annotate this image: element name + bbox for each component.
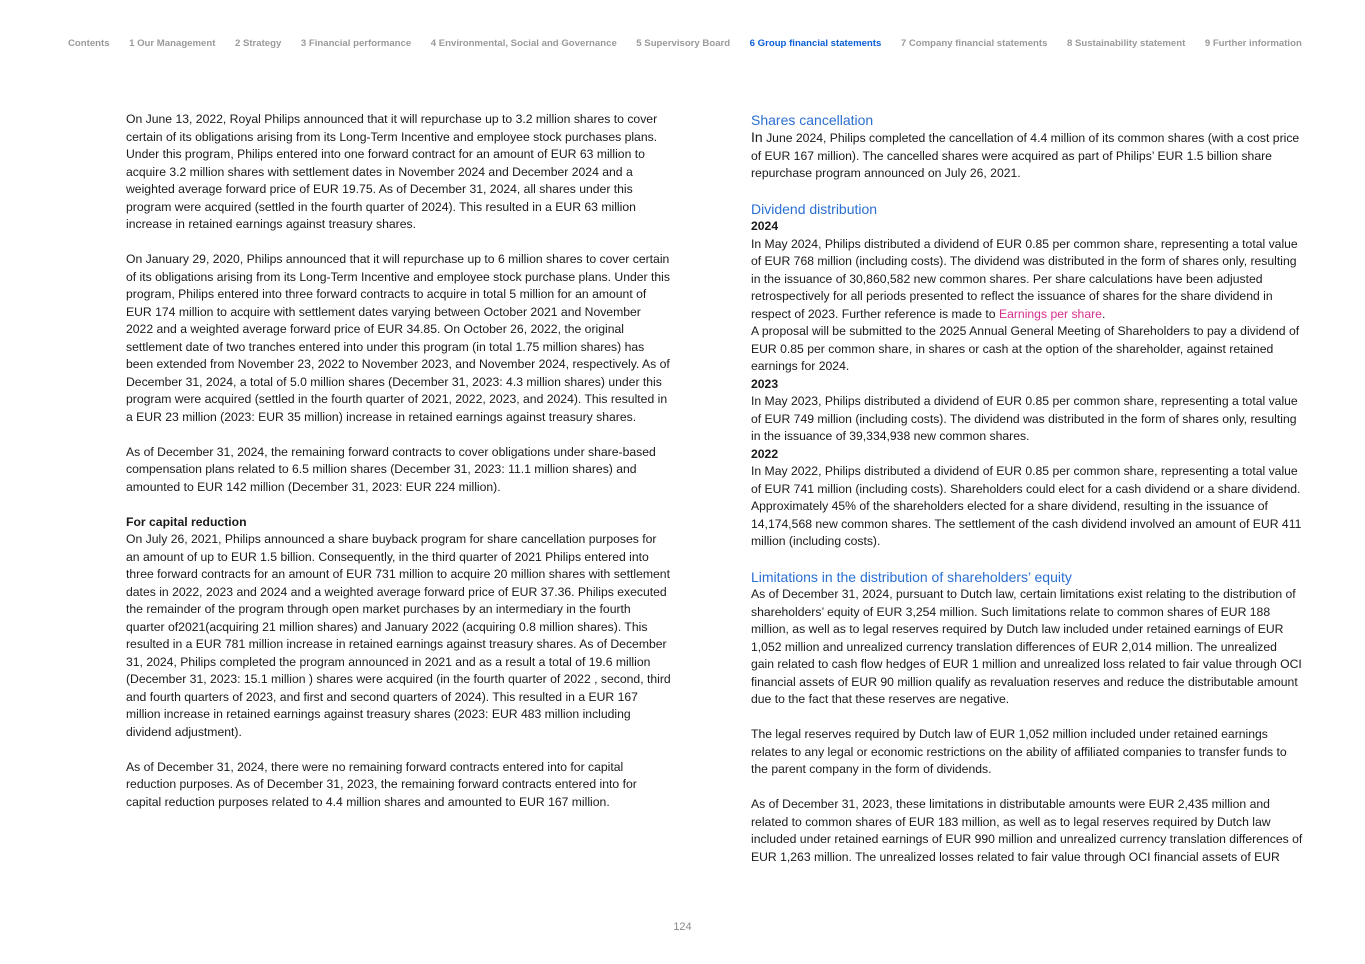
- paragraph-dividend-2022: In May 2022, Philips distributed a dividend of EUR 0.85 per common share, representing a total value of EUR 741 million (including costs). Shareholders could elect for a cash dividend or a share dividend. Approximately 45% of the shareholders elected for a share dividend, resulting in the issuance of 14,174,568 new common shares. The settlement of the cash dividend involved an amount of EUR 411 million (including costs).: [751, 464, 1302, 548]
- nav-further-information[interactable]: 9 Further information: [1204, 38, 1302, 49]
- dividend-2024-end: .: [1101, 306, 1106, 321]
- paragraph-dividend-2023: In May 2023, Philips distributed a dividend of EUR 0.85 per common share, representing a total value of EUR 749 million (including costs). The dividend was distributed in the form of shares only, resulting in the issuance of 39,334,938 new common shares.: [751, 394, 1298, 443]
- nav-strategy[interactable]: 2 Strategy: [234, 38, 282, 49]
- nav-contents[interactable]: Contents: [68, 38, 110, 49]
- paragraph-capital-reduction-remaining: As of December 31, 2024, there were no remaining forward contracts entered into for capital reduction purposes. As of December 31, 2023, the remaining forward contracts entered into for capital reduction purposes related to 4.4 million shares and amounted to EUR 167 million.: [126, 759, 637, 809]
- paragraph-january-2020-repurchase: On January 29, 2020, Philips announced that it will repurchase up to 6 million shares to cover certain of its obligations arising from its Long-Term Incentive and employee stock purchase plans. Under this program, Philips entered into three forward contracts to acquire in total 5 million for an amount of EUR 174 million to acquire with settlement dates varying between October 2021 and November 2022 and a weighted average forward price of EUR 34.85. On October 26, 2022, the original settlement date of two tranches entered into under this program (in total 1.75 million shares) has been extended from November 23, 2022 to November 2023, and November 2024, respectively. As of December 31, 2024, a total of 5.0 million shares (December 31, 2023: 4.3 million shares) under this program were acquired (settled in the fourth quarter of 2021, 2022, 2023, and 2024). This resulted in a EUR 23 million (2023: EUR 35 million) increase in retained earnings against treasury shares.: [126, 252, 670, 424]
- cancellation-text: June 2024, Philips completed the cancellation of 4.4 million of its common shares (with a cost price of EUR 167 million). The cancelled shares were acquired as part of Philips’ EUR 1.5 billion share repurchase program announced on July 26, 2021.: [751, 131, 1300, 180]
- paragraph-capital-reduction-program: On July 26, 2021, Philips announced a share buyback program for share cancellation purposes for an amount of up to EUR 1.5 billion. Consequently, in the third quarter of 2021 Philips entered into three forward contracts for an amount of EUR 731 million to acquire 20 million shares with settlement dates in 2022, 2023 and 2024 and a weighted average forward price of EUR 37.36. Philips executed the remainder of the program through open market purchases by an intermediary in the fourth quarter of2021(acquiring 21 million shares) and January 2022 (acquiring 0.8 million shares). This resulted in a EUR 781 million increase in retained earnings against treasury shares. As of December 31, 2024, Philips completed the program announced in 2021 and as a result a total of 19.6 million (December 31, 2023: 15.1 million ) shares were acquired (in the fourth quarter of 2022 , second, third and fourth quarters of 2023, and first and second quarters of 2024). This resulted in a EUR 167 million increase in retained earnings against treasury shares (2023: EUR 483 million including dividend adjustment).: [126, 532, 671, 739]
- year-2022-heading: 2022: [751, 446, 779, 461]
- limitations-title: Limitations in the distribution of shareholders’ equity: [751, 569, 1072, 585]
- left-column: [126, 111, 671, 829]
- paragraph-limitations-2023: As of December 31, 2023, these limitations in distributable amounts were EUR 2,435 million and related to common shares of EUR 183 million, as well as to legal reserves required by Dutch law included under retained earnings of EUR 990 million and unrealized currency translation differences of EUR 1,263 million. The unrealized losses related to fair value through OCI financial assets of EUR: [751, 797, 1303, 864]
- paragraph-june-2022-repurchase: On June 13, 2022, Royal Philips announced that it will repurchase up to 3.2 million shares to cover certain of its obligations arising from its Long-Term Incentive and employee stock purchases plans. Under this program, Philips entered into one forward contract for an amount of EUR 63 million to acquire 3.2 million shares with settlement dates in November 2024 and December 2024 and a weighted average forward price of EUR 19.75. As of December 31, 2024, all shares under this program were acquired (settled in the fourth quarter of 2024). This resulted in a EUR 63 million increase in retained earnings against treasury shares.: [126, 112, 658, 231]
- paragraph-dividend-2024: [751, 236, 1303, 324]
- nav-esg[interactable]: 4 Environmental, Social and Governance: [430, 38, 617, 49]
- capital-reduction-heading: For capital reduction: [126, 514, 247, 529]
- dividend-distribution-title: Dividend distribution: [751, 201, 878, 217]
- top-navigation: [68, 38, 1305, 49]
- nav-sustainability-statement[interactable]: 8 Sustainability statement: [1066, 38, 1186, 49]
- page-number: 124: [673, 921, 692, 933]
- year-2024-heading: 2024: [751, 219, 779, 233]
- paragraph-remaining-share-based: As of December 31, 2024, the remaining forward contracts to cover obligations under share-based compensation plans related to 6.5 million shares (December 31, 2023: 11.1 million shares) and amounted to EUR 142 million (December 31, 2023: EUR 224 million).: [126, 444, 656, 494]
- nav-supervisory-board[interactable]: 5 Supervisory Board: [636, 38, 731, 49]
- nav-company-financial-statements[interactable]: 7 Company financial statements: [900, 38, 1048, 49]
- cancellation-in-word: In: [751, 129, 763, 145]
- paragraph-shares-cancellation: [751, 129, 1303, 183]
- paragraph-limitations-2024: As of December 31, 2024, pursuant to Dutch law, certain limitations exist relating to the distribution of shareholders’ equity of EUR 3,254 million. Such limitations relate to common shares of EUR 188 million, as well as to legal reserves required by Dutch law included under retained earnings of EUR 1,052 million and unrealized currency translation differences of EUR 2,014 million. The unrealized gain related to cash flow hedges of EUR 1 million and unrealized loss related to fair value through OCI financial assets of EUR 90 million qualify as revaluation reserves and reduce the distributable amount due to the fact that these reserves are negative.: [751, 587, 1302, 706]
- dividend-2024-text: In May 2024, Philips distributed a dividend of EUR 0.85 per common share, representing a total value of EUR 768 million (including costs). The dividend was distributed in the form of shares only, resulting in the issuance of 30,860,582 new common shares. Per share calculations have been adjusted retrospectively for all periods presented to reflect the issuance of shares for the share dividend in respect of 2023. Further reference is made to: [751, 236, 1298, 321]
- shares-cancellation-title: Shares cancellation: [751, 112, 874, 128]
- right-column: [751, 111, 1303, 866]
- year-2023-heading: 2023: [751, 376, 779, 391]
- paragraph-dividend-proposal: A proposal will be submitted to the 2025 Annual General Meeting of Shareholders to pay a dividend of EUR 0.85 per common share, in shares or cash at the option of the shareholder, against retained earnings for 2024.: [751, 324, 1300, 373]
- earnings-per-share-link[interactable]: Earnings per share: [998, 306, 1102, 321]
- nav-our-management[interactable]: 1 Our Management: [129, 38, 216, 49]
- paragraph-legal-reserves: The legal reserves required by Dutch law of EUR 1,052 million included under retained earnings relates to any legal or economic restrictions on the ability of affiliated companies to transfer funds to the parent company in the form of dividends.: [751, 727, 1287, 776]
- nav-group-financial-statements[interactable]: 6 Group financial statements: [749, 38, 882, 49]
- nav-financial-performance[interactable]: 3 Financial performance: [300, 38, 412, 49]
